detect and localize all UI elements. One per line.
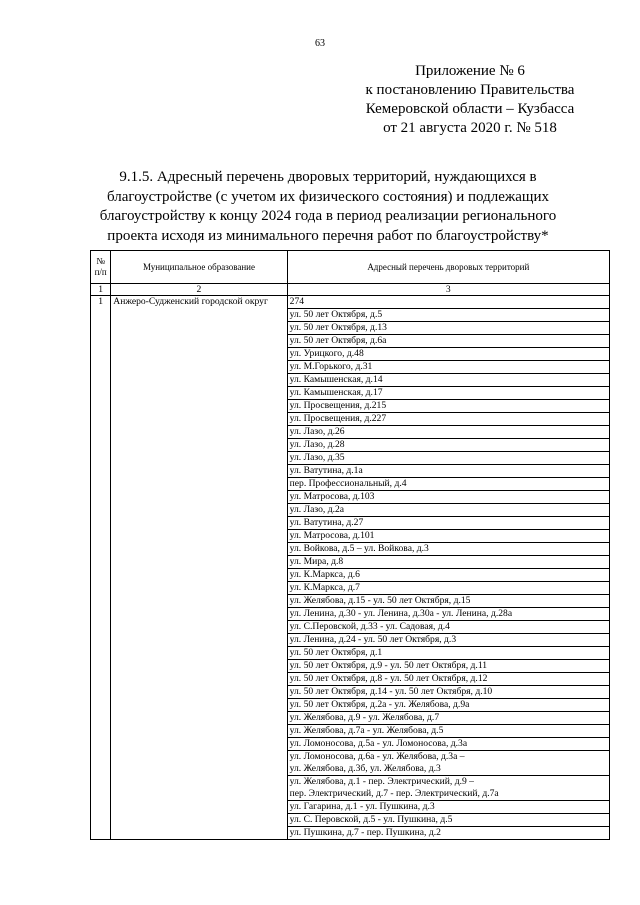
appendix-line: от 21 августа 2020 г. № 518 xyxy=(383,120,557,136)
address-table xyxy=(90,250,610,840)
address-cell: ул. Пушкина, д.7 - пер. Пушкина, д.2 xyxy=(287,827,609,840)
table-row xyxy=(91,296,610,309)
address-cell: ул. Желябова, д.7а - ул. Желябова, д.5 xyxy=(287,725,609,738)
address-cell: ул. Ломоносова, д.5а - ул. Ломоносова, д.3а xyxy=(287,738,609,751)
address-cell: ул. Лазо, д.28 xyxy=(287,439,609,452)
address-cell: ул. Ломоносова, д.6а - ул. Желябова, д.3а – ул. Желябова, д.3б, ул. Желябова, д.3 xyxy=(287,751,609,776)
appendix-line: Кемеровской области – Кузбасса xyxy=(365,101,575,117)
address-cell: ул. Войкова, д.5 – ул. Войкова, д.3 xyxy=(287,543,609,556)
address-cell: ул. Просвещения, д.215 xyxy=(287,400,609,413)
document-title xyxy=(90,168,566,246)
header-number: № п/п xyxy=(91,251,111,284)
address-cell: ул. Урицкого, д.48 xyxy=(287,348,609,361)
address-cell: ул. Мира, д.8 xyxy=(287,556,609,569)
municipality-name: Анжеро-Судженский городской округ xyxy=(111,296,287,840)
appendix-header xyxy=(340,62,600,138)
address-cell: ул. Желябова, д.9 - ул. Желябова, д.7 xyxy=(287,712,609,725)
column-number: 1 xyxy=(91,284,111,296)
title-line: проекта исходя из минимального перечня работ по благоустройству* xyxy=(107,227,549,244)
address-cell: ул. 50 лет Октября, д.6а xyxy=(287,335,609,348)
column-number: 3 xyxy=(287,284,609,296)
address-cell: ул. Лазо, д.26 xyxy=(287,426,609,439)
table-header-row xyxy=(91,251,610,284)
title-line: благоустройству к концу 2024 года в период реализации регионального xyxy=(99,208,557,224)
address-cell: ул. Камышенская, д.14 xyxy=(287,374,609,387)
address-cell: ул. 50 лет Октября, д.14 - ул. 50 лет Октября, д.10 xyxy=(287,686,609,699)
address-cell: ул. Просвещения, д.227 xyxy=(287,413,609,426)
address-cell: ул. 50 лет Октября, д.8 - ул. 50 лет Октября, д.12 xyxy=(287,673,609,686)
address-cell: ул. К.Маркса, д.6 xyxy=(287,569,609,582)
page-number: 63 xyxy=(315,38,325,49)
address-cell: ул. С.Перовской, д.33 - ул. Садовая, д.4 xyxy=(287,621,609,634)
address-cell: ул. Лазо, д.35 xyxy=(287,452,609,465)
address-cell: ул. Матросова, д.103 xyxy=(287,491,609,504)
address-cell: ул. 50 лет Октября, д.9 - ул. 50 лет Октября, д.11 xyxy=(287,660,609,673)
address-cell: ул. Гагарина, д.1 - ул. Пушкина, д.3 xyxy=(287,801,609,814)
header-municipality: Муниципальное образование xyxy=(111,251,287,284)
address-cell: 274 xyxy=(287,296,609,309)
address-cell: ул. 50 лет Октября, д.5 xyxy=(287,309,609,322)
address-cell: ул. М.Горького, д.31 xyxy=(287,361,609,374)
title-line: 9.1.5. Адресный перечень дворовых территорий, нуждающихся в xyxy=(119,169,537,185)
row-number: 1 xyxy=(91,296,111,840)
address-cell: ул. Ленина, д.30 - ул. Ленина, д.30а - ул. Ленина, д.28а xyxy=(287,608,609,621)
column-number: 2 xyxy=(111,284,287,296)
header-addresses: Адресный перечень дворовых территорий xyxy=(287,251,609,284)
address-cell: ул. С. Перовской, д.5 - ул. Пушкина, д.5 xyxy=(287,814,609,827)
address-cell: ул. Ватутина, д.27 xyxy=(287,517,609,530)
title-line: благоустройстве (с учетом их физического состояния) и подлежащих xyxy=(107,188,549,205)
address-cell: ул. 50 лет Октября, д.2а - ул. Желябова, д.9а xyxy=(287,699,609,712)
address-cell: ул. 50 лет Октября, д.13 xyxy=(287,322,609,335)
appendix-line: к постановлению Правительства xyxy=(365,82,575,98)
address-cell: ул. Камышенская, д.17 xyxy=(287,387,609,400)
address-cell: ул. Ватутина, д.1а xyxy=(287,465,609,478)
address-cell: ул. Ленина, д.24 - ул. 50 лет Октября, д.3 xyxy=(287,634,609,647)
address-cell: ул. К.Маркса, д.7 xyxy=(287,582,609,595)
address-cell: пер. Профессиональный, д.4 xyxy=(287,478,609,491)
address-cell: ул. 50 лет Октября, д.1 xyxy=(287,647,609,660)
appendix-line: Приложение № 6 xyxy=(415,63,525,79)
address-cell: ул. Желябова, д.1 - пер. Электрический, д.9 – пер. Электрический, д.7 - пер. Электрический, д.7а xyxy=(287,776,609,801)
address-cell: ул. Матросова, д.101 xyxy=(287,530,609,543)
column-number-row xyxy=(91,284,610,296)
address-cell: ул. Лазо, д.2а xyxy=(287,504,609,517)
address-cell: ул. Желябова, д.15 - ул. 50 лет Октября, д.15 xyxy=(287,595,609,608)
